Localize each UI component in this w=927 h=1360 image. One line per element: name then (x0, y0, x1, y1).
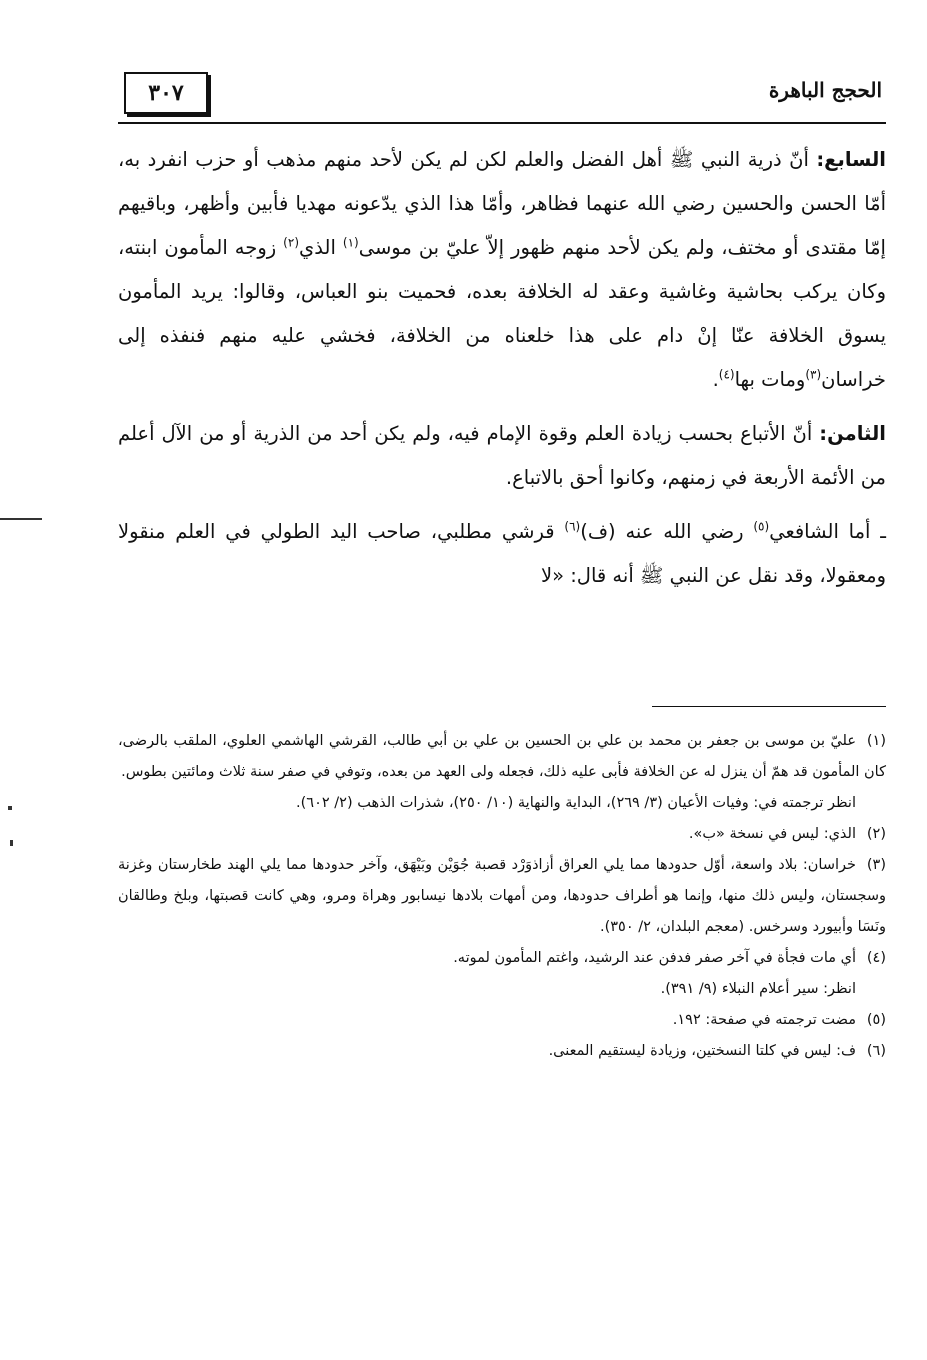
footnote-text: أي مات فجأة في آخر صفر فدفن عند الرشيد، واغتم المأمون لموته. (453, 950, 856, 966)
footnote-5 (118, 1005, 886, 1036)
footnote-ref-6: (٦) (564, 519, 581, 534)
scan-artifact (0, 518, 42, 520)
footnote-ref-1: (١) (342, 235, 359, 250)
scan-artifact (10, 840, 13, 846)
text-run: قرشي مطلبي، صاحب اليد الطولي في العلم منقولا ومعقولا، وقد نقل عن النبي ﷺ أنه قال: «لا (118, 520, 886, 587)
running-title: الحجج الباهرة (768, 78, 882, 102)
text-run: أنّ الأتباع بحسب زيادة العلم وقوة الإمام فيه، ولم يكن أحد من الذرية أو من الآل أعلم من الأئمة الأربعة في زمنهم، وكانوا أحق بالاتباع. (118, 422, 886, 489)
paragraph-seventh (118, 138, 886, 402)
footnote-number: (٥) (866, 1012, 886, 1028)
paragraph-lead: الثامن: (819, 422, 886, 445)
footnote-1 (118, 726, 886, 788)
footnote-ref-4: (٤) (718, 367, 735, 382)
footnote-text: خراسان: بلاد واسعة، أوّل حدودها مما يلي العراق أزاذوَرْد قصبة جُوَيْن وبَيْهَق، وآخر حدودها مما يلي الهند طخارستان وغزنة وسجستان، وليس ذلك منها، وإنما هو أطراف حدودها، ومن أمهات بلادها نيسابور وهراة ومرو، وهي كانت قصبتها، وبلخ وطالقان ونَسَا وأبيورد وسرخس. (معجم البلدان، ٢/ ٣٥٠). (118, 857, 886, 935)
text-run: . (712, 368, 719, 391)
text-run: زوجه المأمون ابنته، وكان يركب بحاشية وغاشية وعقد له الخلافة بعده، فحميت بنو العباس، وقالوا: يريد المأمون يسوق الخلافة عنّا إنْ دام على هذا خلعناه من الخلافة، فخشي عليه منهم فنفذه إلى خراسان (118, 236, 886, 391)
footnote-number: (١) (866, 733, 886, 749)
footnote-text: مضت ترجمته في صفحة: ١٩٢. (672, 1012, 856, 1028)
footnote-6 (118, 1036, 886, 1067)
page-number (124, 72, 208, 114)
footnote-2 (118, 819, 886, 850)
footnote-4-reference: انظر: سير أعلام النبلاء (٩/ ٣٩١). (660, 981, 856, 997)
text-run: ومات بها (734, 368, 806, 391)
footnote-ref-5: (٥) (753, 519, 770, 534)
footnote-1-reference: انظر ترجمته في: وفيات الأعيان (٣/ ٢٦٩)، البداية والنهاية (١٠/ ٢٥٠)، شذرات الذهب (٢/ ٦٠٢). (296, 795, 856, 811)
footnote-number: (٢) (866, 826, 886, 842)
footnote-ref-3: (٣) (805, 367, 822, 382)
main-text (118, 138, 886, 608)
paragraph-shafii (118, 510, 886, 598)
text-run: ـ أما الشافعي (769, 520, 886, 543)
footnote-ref-2: (٢) (283, 235, 299, 250)
page-number-text: ٣٠٧ (148, 80, 184, 106)
page-header (118, 64, 886, 124)
footnote-text: الذي: ليس في نسخة «ب». (688, 826, 856, 842)
footnote-text: عليّ بن موسى بن جعفر بن محمد بن علي بن الحسين بن علي بن أبي طالب، القرشي الهاشمي العلوي، الملقب بالرضى، كان المأمون قد همّ أن ينزل له عن الخلافة فأبى عليه ذلك، فجعله ولى العهد من بعده، وتوفي في صفر سنة ثلاث ومائتين بطوس. (118, 733, 886, 780)
footnote-3 (118, 850, 886, 943)
footnotes (118, 726, 886, 1067)
text-run: رضي الله عنه (ف) (580, 520, 754, 543)
scan-artifact (8, 806, 12, 810)
text-run: الذي (299, 236, 343, 259)
text-run: أنّ ذرية النبي ﷺ أهل الفضل والعلم لكن لم يكن لأحد منهم مذهب أو حزب انفرد به، أمّا الحسن والحسين رضي الله عنهما فظاهر، وأمّا هذا الذي يدّعونه مهديا فأبين وأظهر، وباقيهم إمّا مقتدى أو مختف، ولم يكن لأحد منهم ظهور إلاّ عليّ بن موسى (118, 148, 886, 259)
paragraph-lead: السابع: (816, 148, 886, 171)
footnote-text: ف: ليس في كلتا النسختين، وزيادة ليستقيم المعنى. (548, 1043, 856, 1059)
footnote-number: (٦) (866, 1043, 886, 1059)
footnote-number: (٤) (866, 950, 886, 966)
footnote-4 (118, 943, 886, 974)
footnote-number: (٣) (866, 857, 886, 873)
paragraph-eighth (118, 412, 886, 500)
footnote-separator (652, 706, 886, 707)
